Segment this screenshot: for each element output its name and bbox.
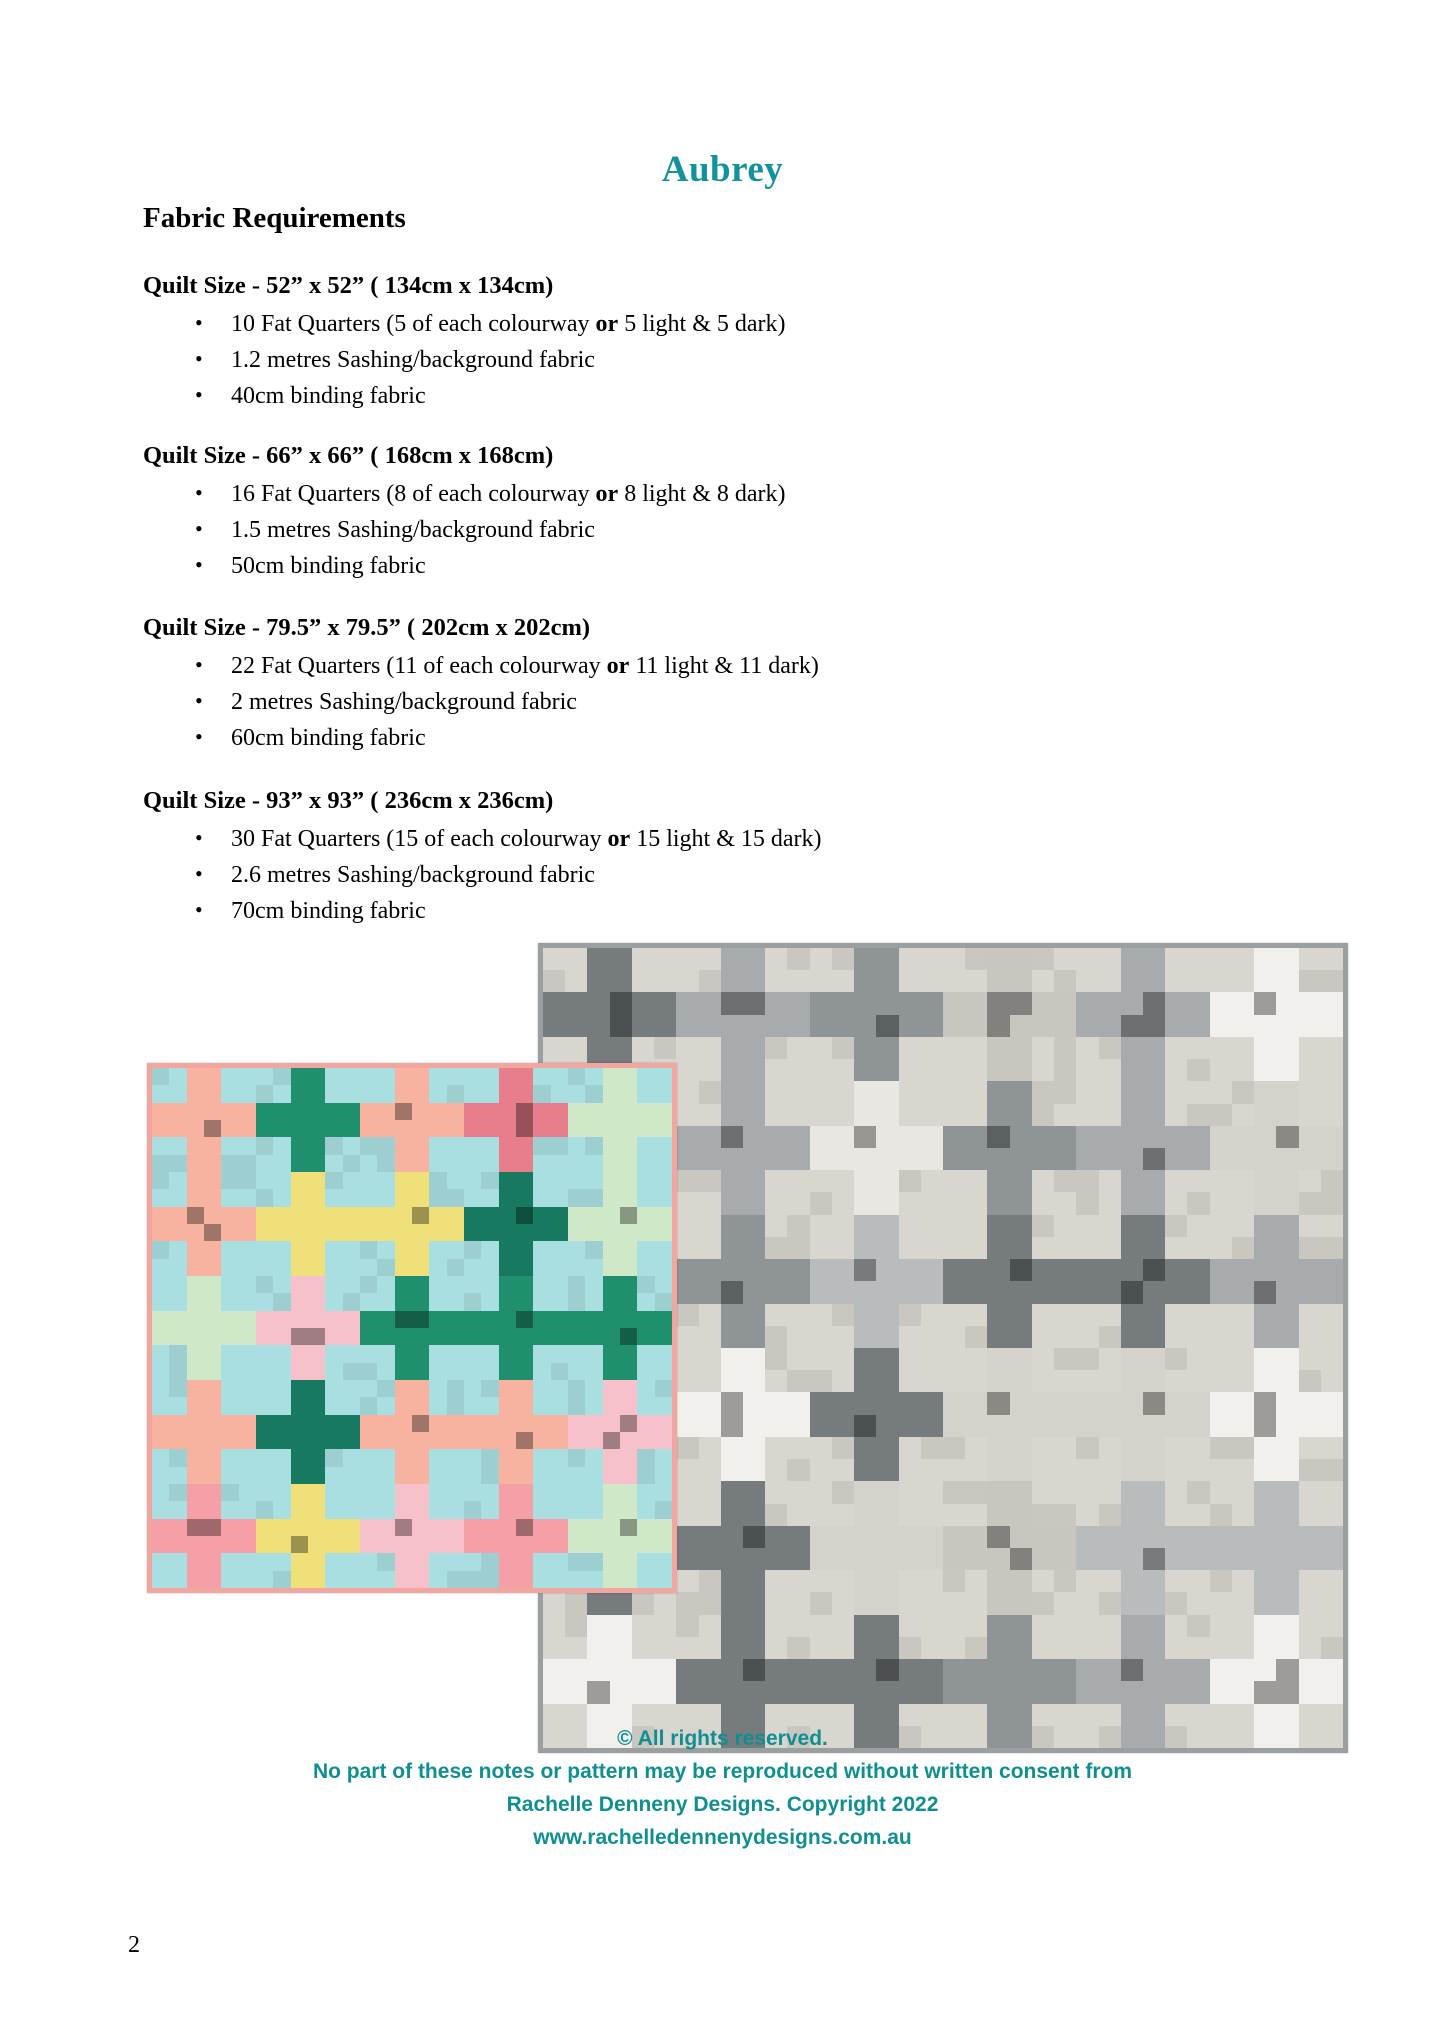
list-item — [143, 857, 1143, 893]
item-text: 60cm binding fabric — [231, 724, 426, 751]
item-text-end: 5 light & 5 dark) — [618, 310, 786, 337]
quilt-size-label: Quilt Size - 66” x 66” ( 168cm x 168cm) — [143, 442, 554, 469]
footer — [0, 1722, 1445, 1854]
item-text: 2 metres Sashing/background fabric — [231, 688, 577, 715]
item-emphasis: or — [595, 480, 619, 507]
list-item — [143, 306, 1143, 342]
quilt-teal-pattern — [152, 1068, 672, 1588]
list-item — [143, 821, 1143, 857]
item-text: 50cm binding fabric — [231, 552, 426, 579]
item-text: 1.2 metres Sashing/background fabric — [231, 346, 595, 373]
item-text: 16 Fat Quarters (8 of each colourway — [231, 480, 596, 507]
item-emphasis: or — [606, 652, 630, 679]
list-item — [143, 684, 1143, 720]
footer-website[interactable]: www.rachelledennenydesigns.com.au — [533, 1826, 912, 1849]
item-emphasis: or — [607, 825, 631, 852]
quilt-photo-teal — [147, 1063, 677, 1593]
item-text: 22 Fat Quarters (11 of each colourway — [231, 652, 607, 679]
list-item — [143, 720, 1143, 756]
item-text: 40cm binding fabric — [231, 382, 426, 409]
list-item — [143, 512, 1143, 548]
footer-line-2: No part of these notes or pattern may be reproduced without written consent from — [312, 1760, 1133, 1783]
item-text: 1.5 metres Sashing/background fabric — [231, 516, 595, 543]
list-item — [143, 648, 1143, 684]
quilt-size-label: Quilt Size - 52” x 52” ( 134cm x 134cm) — [143, 272, 554, 299]
footer-line-1: © All rights reserved. — [617, 1727, 828, 1750]
requirement-block-4 — [143, 785, 1143, 929]
requirement-block-1 — [143, 270, 1143, 414]
list-item — [143, 476, 1143, 512]
footer-line-3: Rachelle Denneny Designs. Copyright 2022 — [506, 1793, 939, 1816]
list-item — [143, 342, 1143, 378]
item-text: 10 Fat Quarters (5 of each colourway — [231, 310, 596, 337]
requirement-list — [143, 821, 1143, 929]
list-item — [143, 548, 1143, 584]
item-text-end: 11 light & 11 dark) — [629, 652, 819, 679]
requirement-list — [143, 648, 1143, 756]
page-number: 2 — [128, 1932, 140, 1958]
requirement-list — [143, 306, 1143, 414]
quilt-size-label: Quilt Size - 93” x 93” ( 236cm x 236cm) — [143, 787, 554, 814]
section-heading: Fabric Requirements — [143, 202, 406, 234]
page-title: Aubrey — [661, 149, 784, 190]
list-item — [143, 893, 1143, 929]
item-text-end: 8 light & 8 dark) — [618, 480, 786, 507]
item-emphasis: or — [595, 310, 619, 337]
list-item — [143, 378, 1143, 414]
item-text: 30 Fat Quarters (15 of each colourway — [231, 825, 608, 852]
requirement-list — [143, 476, 1143, 584]
item-text-end: 15 light & 15 dark) — [630, 825, 822, 852]
requirement-block-3 — [143, 612, 1143, 756]
quilt-size-label: Quilt Size - 79.5” x 79.5” ( 202cm x 202cm) — [143, 614, 591, 641]
requirement-block-2 — [143, 440, 1143, 584]
item-text: 70cm binding fabric — [231, 897, 426, 924]
item-text: 2.6 metres Sashing/background fabric — [231, 861, 595, 888]
